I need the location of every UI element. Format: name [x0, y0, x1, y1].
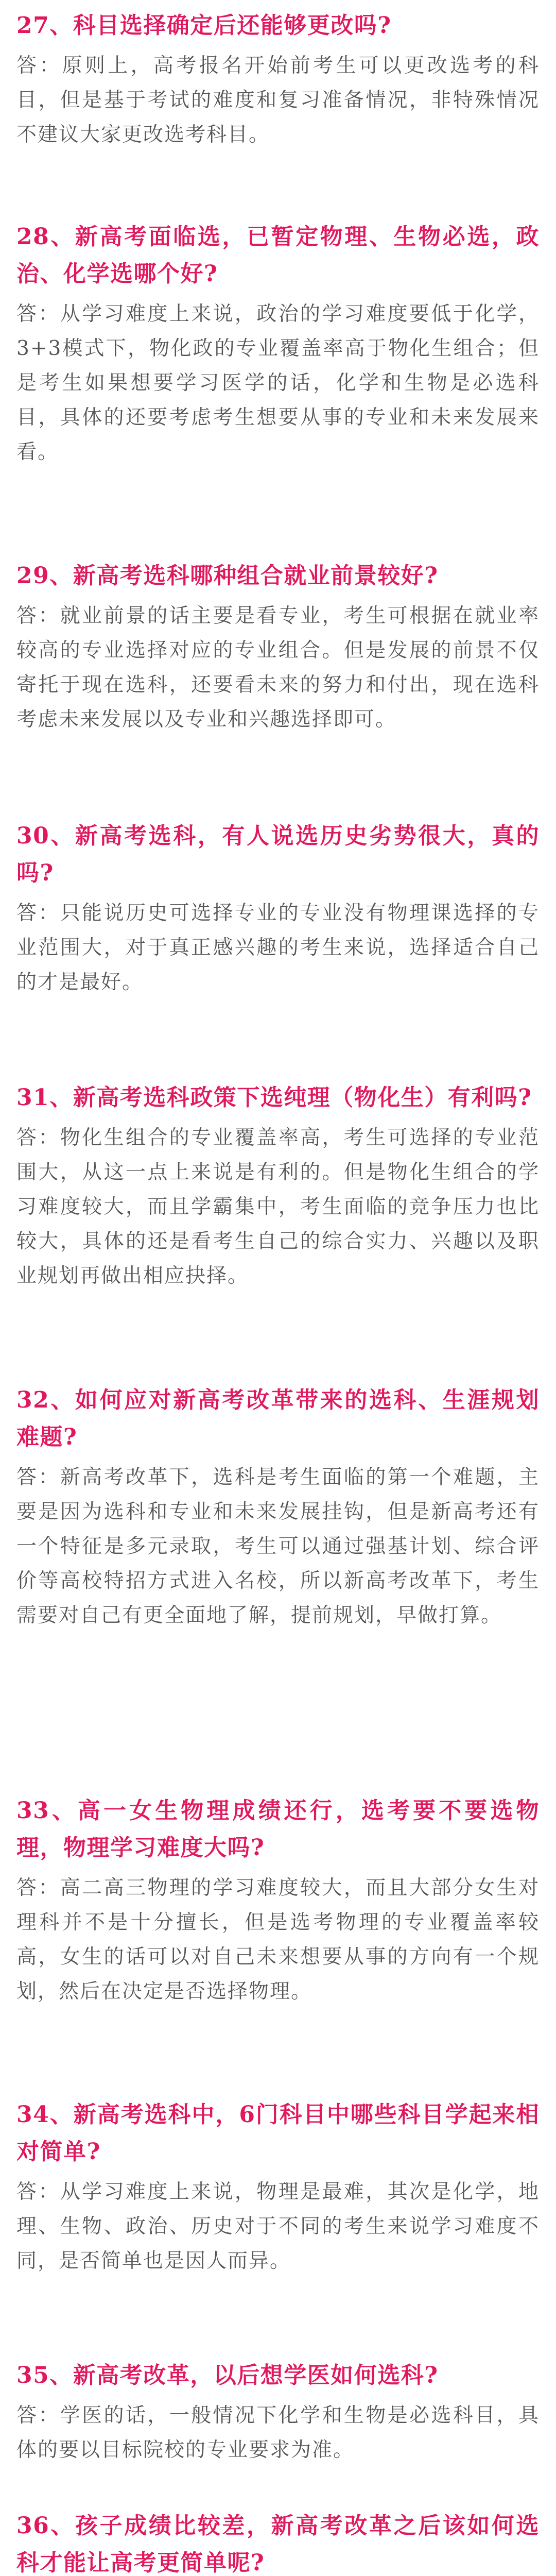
question-heading: 28、新高考面临选，已暂定物理、生物必选，政治、化学选哪个好? — [16, 224, 540, 287]
question-heading: 30、新高考选科，有人说选历史劣势很大，真的吗? — [16, 823, 540, 886]
question-heading: 29、新高考选科哪种组合就业前景较好? — [16, 563, 439, 589]
qa-item-30 — [16, 818, 540, 999]
answer-text: 答：高二高三物理的学习难度较大，而且大部分女生对理科并不是十分擅长，但是选考物理的专业覆盖率较高，女生的话可以对自己未来想要从事的方向有一个规划，然后在决定是否选择物理。 — [16, 1876, 540, 2003]
question-heading: 33、高一女生物理成绩还行，选考要不要选物理，物理学习难度大吗? — [16, 1798, 540, 1861]
qa-item-36 — [16, 2507, 540, 2576]
qa-item-32 — [16, 1382, 540, 1633]
question-heading: 31、新高考选科政策下选纯理（物化生）有利吗? — [16, 1084, 532, 1111]
qa-item-33 — [16, 1792, 540, 2009]
question-heading: 36、孩子成绩比较差，新高考改革之后该如何选科才能让高考更简单呢? — [16, 2513, 540, 2576]
question-heading: 32、如何应对新高考改革带来的选科、生涯规划难题? — [16, 1387, 540, 1450]
question-heading: 34、新高考选科中，6门科目中哪些科目学起来相对简单? — [16, 2102, 540, 2165]
answer-text: 答：从学习难度上来说，物理是最难，其次是化学，地理、生物、政治、历史对于不同的考生来说学习难度不同，是否简单也是因人而异。 — [16, 2180, 540, 2273]
qa-item-28 — [16, 218, 540, 469]
answer-text: 答：物化生组合的专业覆盖率高，考生可选择的专业范围大，从这一点上来说是有利的。但是物化生组合的学习难度较大，而且学霸集中，考生面临的竞争压力也比较大，具体的还是看考生自己的综合实力、兴趣以及职业规划再做出相应抉择。 — [16, 1126, 540, 1287]
answer-text: 答：学医的话，一般情况下化学和生物是必选科目，具体的要以目标院校的专业要求为准。 — [16, 2404, 540, 2462]
qa-item-31 — [16, 1079, 540, 1293]
answer-text: 答：新高考改革下，选科是考生面临的第一个难题，主要是因为选科和专业和未来发展挂钩，但是新高考还有一个特征是多元录取，考生可以通过强基计划、综合评价等高校特招方式进入名校，所以新高考改革下，考生需要对自己有更全面地了解，提前规划，早做打算。 — [16, 1466, 540, 1627]
answer-text: 答：只能说历史可选择专业的专业没有物理课选择的专业范围大，对于真正感兴趣的考生来说，选择适合自己的才是最好。 — [16, 902, 540, 994]
question-heading: 35、新高考改革，以后想学医如何选科? — [16, 2362, 439, 2388]
question-heading: 27、科目选择确定后还能够更改吗? — [16, 12, 392, 39]
qa-item-27 — [16, 7, 540, 152]
qa-item-34 — [16, 2096, 540, 2278]
qa-item-35 — [16, 2357, 540, 2467]
qa-item-29 — [16, 557, 540, 737]
answer-text: 答：从学习难度上来说，政治的学习难度要低于化学，3+3模式下，物化政的专业覆盖率高于物化生组合；但是考生如果想要学习医学的话，化学和生物是必选科目，具体的还要考虑考生想要从事的专业和未来发展来看。 — [16, 302, 540, 464]
answer-text: 答：原则上，高考报名开始前考生可以更改选考的科目，但是基于考试的难度和复习准备情况，非特殊情况不建议大家更改选考科目。 — [16, 54, 540, 146]
answer-text: 答：就业前景的话主要是看专业，考生可根据在就业率较高的专业选择对应的专业组合。但是发展的前景不仅寄托于现在选科，还要看未来的努力和付出，现在选科考虑未来发展以及专业和兴趣选择即可。 — [16, 604, 540, 731]
